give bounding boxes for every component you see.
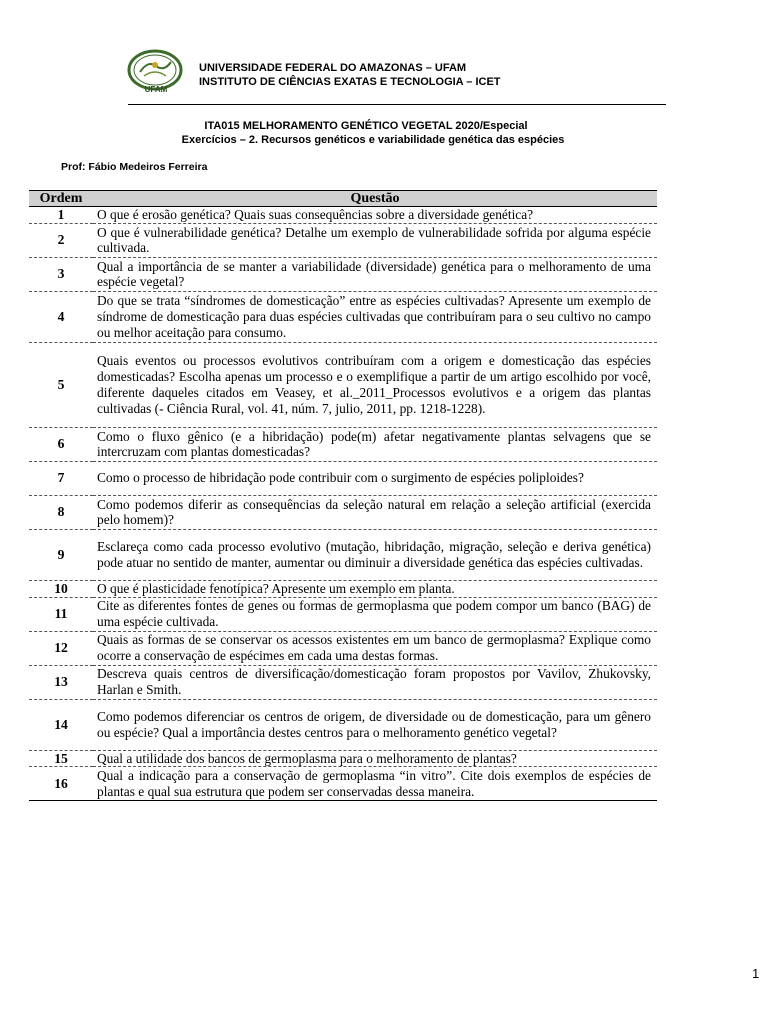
header-divider [128, 104, 666, 105]
page-number: 1 [752, 966, 760, 981]
question-text: Qual a importância de se manter a variabilidade (diversidade) genética para o melhoramento de uma espécie vegetal? [93, 257, 657, 291]
professor-name: Prof: Fábio Medeiros Ferreira [61, 161, 208, 173]
question-number: 6 [29, 427, 93, 461]
question-number: 2 [29, 223, 93, 257]
table-header-row [29, 191, 657, 207]
question-text: Como podemos diferir as consequências da seleção natural em relação a seleção artificial (exercida pelo homem)? [93, 495, 657, 529]
question-text: Esclareça como cada processo evolutivo (mutação, hibridação, migração, seleção e deriva genética) pode atuar no sentido de manter, aumentar ou diminuir a diversidade genética das espécies cultivadas. [93, 529, 657, 580]
question-text: Quais eventos ou processos evolutivos contribuíram com a origem e domesticação das espécies domesticadas? Escolha apenas um processo e o exemplifique a partir de um artigo escolhido por você, diferente daqueles citados em Veasey, et al._2011_Processos evolutivos e a origem das plantas cultivadas (- Ciência Rural, vol. 41, núm. 7, julio, 2011, pp. 1218-1228). [93, 342, 657, 427]
table-row [29, 461, 657, 495]
question-number: 14 [29, 699, 93, 750]
course-title: ITA015 MELHORAMENTO GENÉTICO VEGETAL 2020/Especial [204, 120, 528, 132]
question-text: Qual a utilidade dos bancos de germoplasma para o melhoramento de plantas? [93, 750, 657, 767]
table-row [29, 529, 657, 580]
table-row [29, 223, 657, 257]
question-number: 11 [29, 597, 93, 631]
question-number: 9 [29, 529, 93, 580]
table-row [29, 665, 657, 699]
question-text: Do que se trata “síndromes de domesticação” entre as espécies cultivadas? Apresente um exemplo de síndrome de domesticação para duas espécies cultivadas que contribuíram para o seu cultivo no campo ou melhor aceitação para consumo. [93, 291, 657, 342]
questions-table [29, 190, 657, 801]
table-row [29, 207, 657, 224]
table-row [29, 580, 657, 597]
header-ordem: Ordem [29, 191, 93, 207]
institute-name: INSTITUTO DE CIÊNCIAS EXATAS E TECNOLOGIA – ICET [199, 76, 501, 88]
question-text: Qual a indicação para a conservação de germoplasma “in vitro”. Cite dois exemplos de espécies de plantas e qual sua estrutura que podem ser conservadas dessa maneira. [93, 767, 657, 801]
course-subtitle: Exercícios – 2. Recursos genéticos e variabilidade genética das espécies [181, 134, 565, 146]
question-text: Como o fluxo gênico (e a hibridação) pode(m) afetar negativamente plantas selvagens que se intercruzam com plantas domesticadas? [93, 427, 657, 461]
question-number: 4 [29, 291, 93, 342]
table-row [29, 291, 657, 342]
question-text: O que é erosão genética? Quais suas consequências sobre a diversidade genética? [93, 207, 657, 224]
header-questao: Questão [93, 191, 657, 207]
question-text: Como o processo de hibridação pode contribuir com o surgimento de espécies poliploides? [93, 461, 657, 495]
question-text: Cite as diferentes fontes de genes ou formas de germoplasma que podem compor um banco (BAG) de uma espécie cultivada. [93, 597, 657, 631]
question-number: 3 [29, 257, 93, 291]
question-text: Como podemos diferenciar os centros de origem, de diversidade ou de domesticação, para um gênero ou espécie? Qual a importância destes centros para o melhoramento genético vegetal? [93, 699, 657, 750]
question-number: 15 [29, 750, 93, 767]
question-text: O que é plasticidade fenotípica? Apresente um exemplo em planta. [93, 580, 657, 597]
question-number: 1 [29, 207, 93, 224]
question-text: Descreva quais centros de diversificação/domesticação foram propostos por Vavilov, Zhukovsky, Harlan e Smith. [93, 665, 657, 699]
table-row [29, 699, 657, 750]
table-row [29, 631, 657, 665]
table-row [29, 750, 657, 767]
table-row [29, 257, 657, 291]
university-name: UNIVERSIDADE FEDERAL DO AMAZONAS – UFAM [199, 62, 467, 74]
question-number: 10 [29, 580, 93, 597]
table-row [29, 597, 657, 631]
question-number: 7 [29, 461, 93, 495]
question-number: 13 [29, 665, 93, 699]
question-number: 12 [29, 631, 93, 665]
question-text: Quais as formas de se conservar os acessos existentes em um banco de germoplasma? Explique como ocorre a conservação de espécimes em cada uma destas formas. [93, 631, 657, 665]
question-number: 8 [29, 495, 93, 529]
table-row [29, 767, 657, 801]
table-row [29, 342, 657, 427]
question-number: 16 [29, 767, 93, 801]
table-row [29, 427, 657, 461]
question-number: 5 [29, 342, 93, 427]
logo-wordmark: UFAM [144, 85, 168, 94]
table-row [29, 495, 657, 529]
question-text: O que é vulnerabilidade genética? Detalhe um exemplo de vulnerabilidade sofrida por alguma espécie cultivada. [93, 223, 657, 257]
